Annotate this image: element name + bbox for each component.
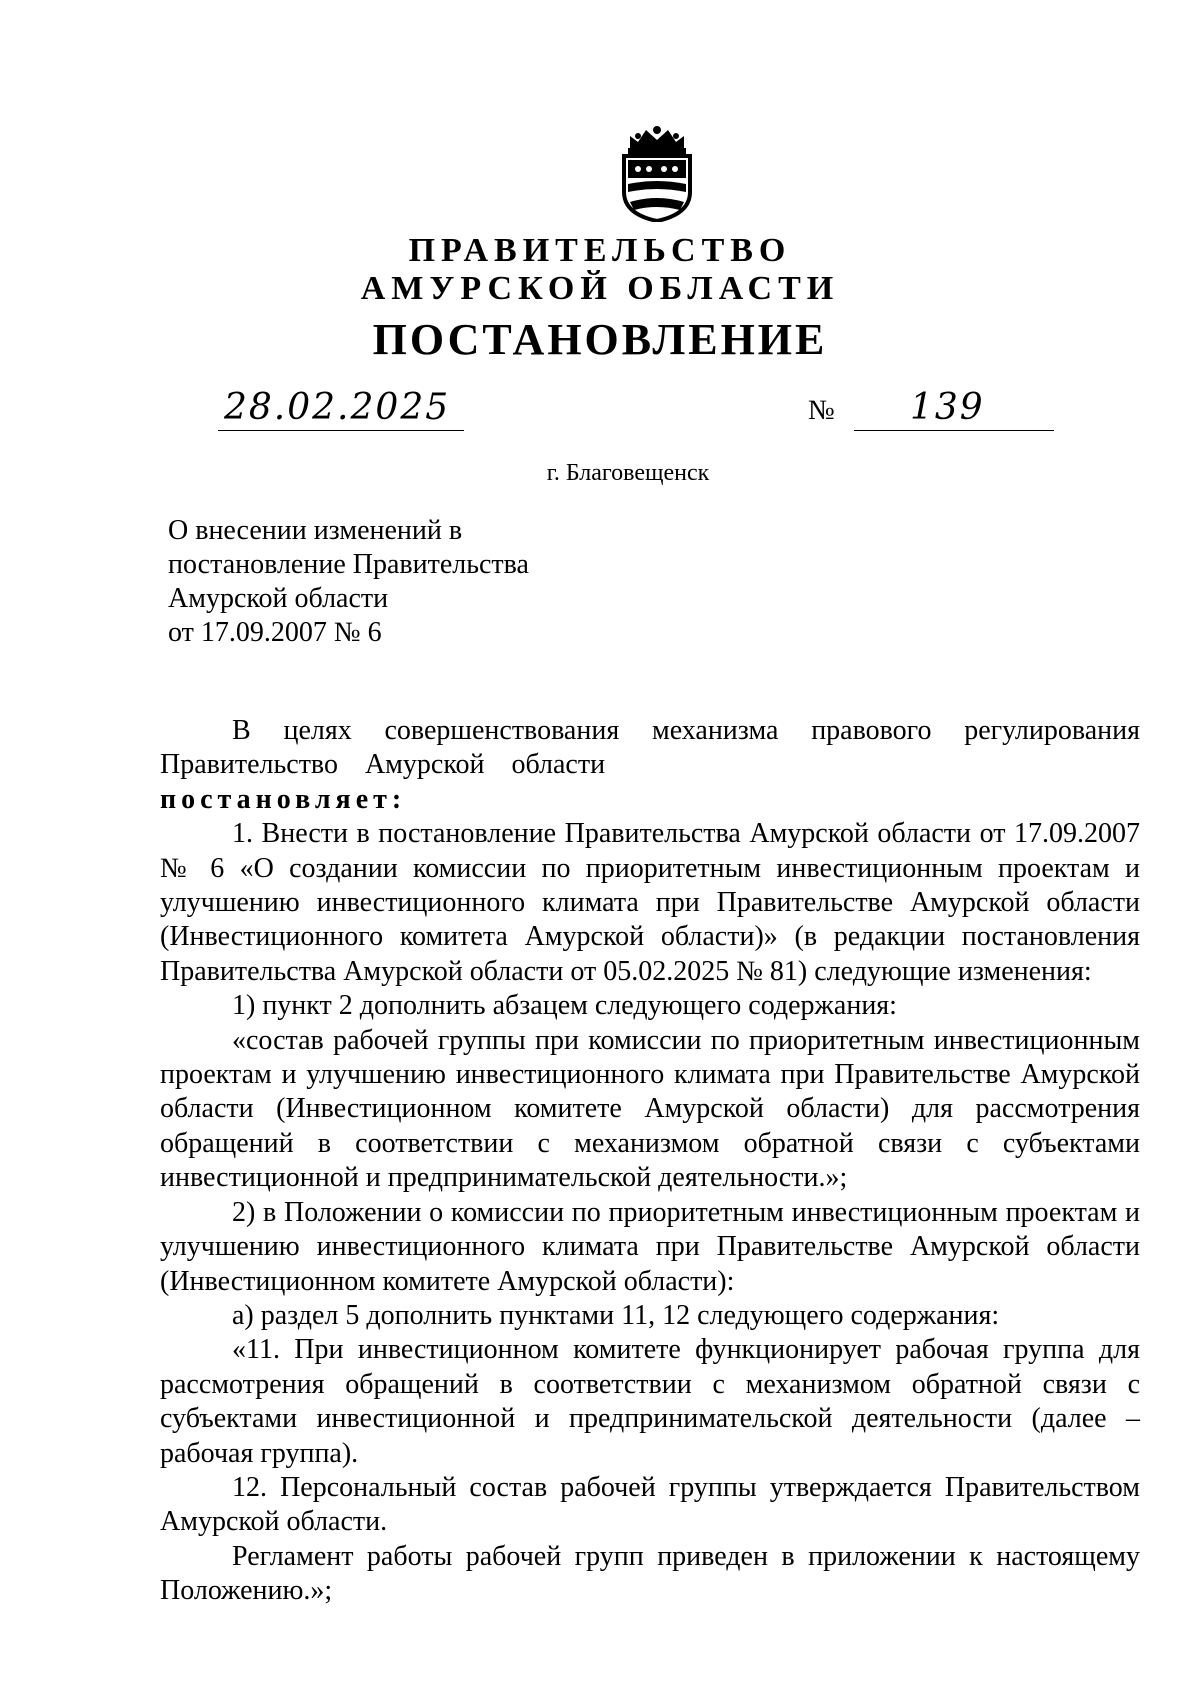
document-subject [168,514,529,650]
issue-city: г. Благовещенск [546,460,710,486]
body-paragraph: 1. Внести в постановление Правительства Амурской области от 17.09.2007 № 6 «О создании комиссии по приоритетным инвестиционным проектам и улучшению инвестиционного климата при Правительстве Амурской области (Инвестиционного комитета Амурской области)» (в редакции постановления Правительства Амурской области от 05.02.2025 № 81) следующие изменения: [160,818,1140,987]
body-paragraph: 1) пункт 2 дополнить абзацем следующего содержания: [232,990,897,1022]
document-body [160,714,1140,1609]
decree-word: постановляет: [160,783,407,815]
document-type-title: ПОСТАНОВЛЕНИЕ [372,315,828,364]
document-date-field [218,382,464,431]
subject-line: постановление Правительства [168,549,529,580]
body-paragraph: а) раздел 5 дополнить пунктами 11, 12 следующего содержания: [232,1299,1000,1331]
document-number: 139 [910,387,985,428]
subject-line: Амурской области [168,583,389,614]
subject-line: от 17.09.2007 № 6 [168,617,382,648]
organization-name-line-2: АМУРСКОЙ ОБЛАСТИ [360,270,840,307]
document-date: 28.02.2025 [224,387,451,428]
document-number-field [854,382,1054,431]
body-paragraph: «11. При инвестиционном комитете функционирует рабочая группа для рассмотрения обращений в соответствии с механизмом обратной связи с субъектами инвестиционной и предпринимательской деятельности (далее – рабочая группа). [160,1334,1140,1469]
body-paragraph: «состав рабочей группы при комиссии по приоритетным инвестиционным проектам и улучшению инвестиционного климата при Правительстве Амурской области (Инвестиционном комитете Амурской области) для рассмотрения обращений в соответствии с механизмом обратной связи с субъектами инвестиционной и предпринимательской деятельности.»; [160,1024,1140,1194]
preamble-paragraph: В целях совершенствования механизма правового регулирования Правительство Амурской области [160,715,1140,781]
number-label: № [808,395,835,426]
subject-line: О внесении изменений в [168,515,463,546]
coat-of-arms-icon [616,122,698,222]
body-paragraph: 2) в Положении о комиссии по приоритетным инвестиционным проектам и улучшению инвестиционного климата при Правительстве Амурской области (Инвестиционном комитете Амурской области): [160,1196,1140,1297]
body-paragraph: Регламент работы рабочей групп приведен в приложении к настоящему Положению.»; [160,1540,1140,1607]
body-paragraph: 12. Персональный состав рабочей группы утверждается Правительством Амурской области. [160,1471,1140,1538]
organization-name-line-1: ПРАВИТЕЛЬСТВО [408,232,792,269]
